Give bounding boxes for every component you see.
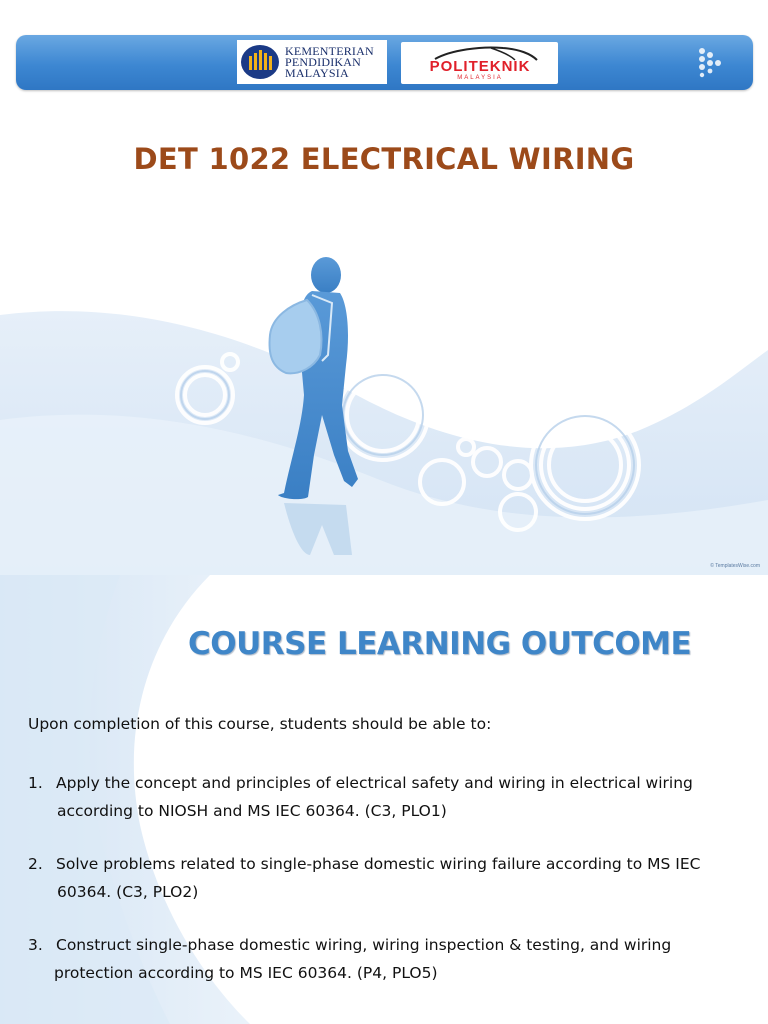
walking-student-figure — [262, 255, 372, 555]
outcome-line: Construct single-phase domestic wiring, wiring inspection & testing, and wiring — [56, 936, 672, 954]
dots-icon — [694, 46, 726, 78]
outcome-item — [28, 931, 728, 987]
slide-title: DET 1022 ELECTRICAL WIRING — [133, 142, 635, 176]
outcome-item — [28, 850, 728, 906]
kpm-emblem-icon — [239, 42, 281, 82]
template-credit: © TemplatesWise.com — [710, 563, 760, 569]
politeknik-logo-word: POLITEKNIK — [429, 58, 531, 75]
politeknik-logo-sub: MALAYSIA — [457, 75, 503, 81]
section-title: COURSE LEARNING OUTCOME — [188, 626, 692, 662]
outcome-number: 3. — [28, 936, 43, 954]
kpm-line-2: PENDIDIKAN — [285, 54, 361, 69]
outcome-number: 1. — [28, 774, 43, 792]
kpm-line-3: MALAYSIA — [285, 65, 349, 80]
course-outcome-slide — [0, 575, 768, 1024]
kpm-logo-text — [285, 43, 374, 80]
outcome-line: Apply the concept and principles of electrical safety and wiring in electrical wiring — [56, 774, 693, 792]
politeknik-logo — [401, 42, 558, 84]
outcome-item — [28, 769, 728, 825]
outcome-line: according to NIOSH and MS IEC 60364. (C3, PLO1) — [57, 802, 447, 820]
outcome-line: Solve problems related to single-phase domestic wiring failure according to MS IEC — [56, 855, 701, 873]
kpm-line-1: KEMENTERIAN — [285, 43, 374, 58]
outcome-number: 2. — [28, 855, 43, 873]
outcome-line: protection according to MS IEC 60364. (P4, PLO5) — [54, 964, 438, 982]
intro-text: Upon completion of this course, students should be able to: — [28, 715, 492, 733]
outcome-line: 60364. (C3, PLO2) — [57, 883, 199, 901]
kpm-logo — [237, 40, 387, 84]
